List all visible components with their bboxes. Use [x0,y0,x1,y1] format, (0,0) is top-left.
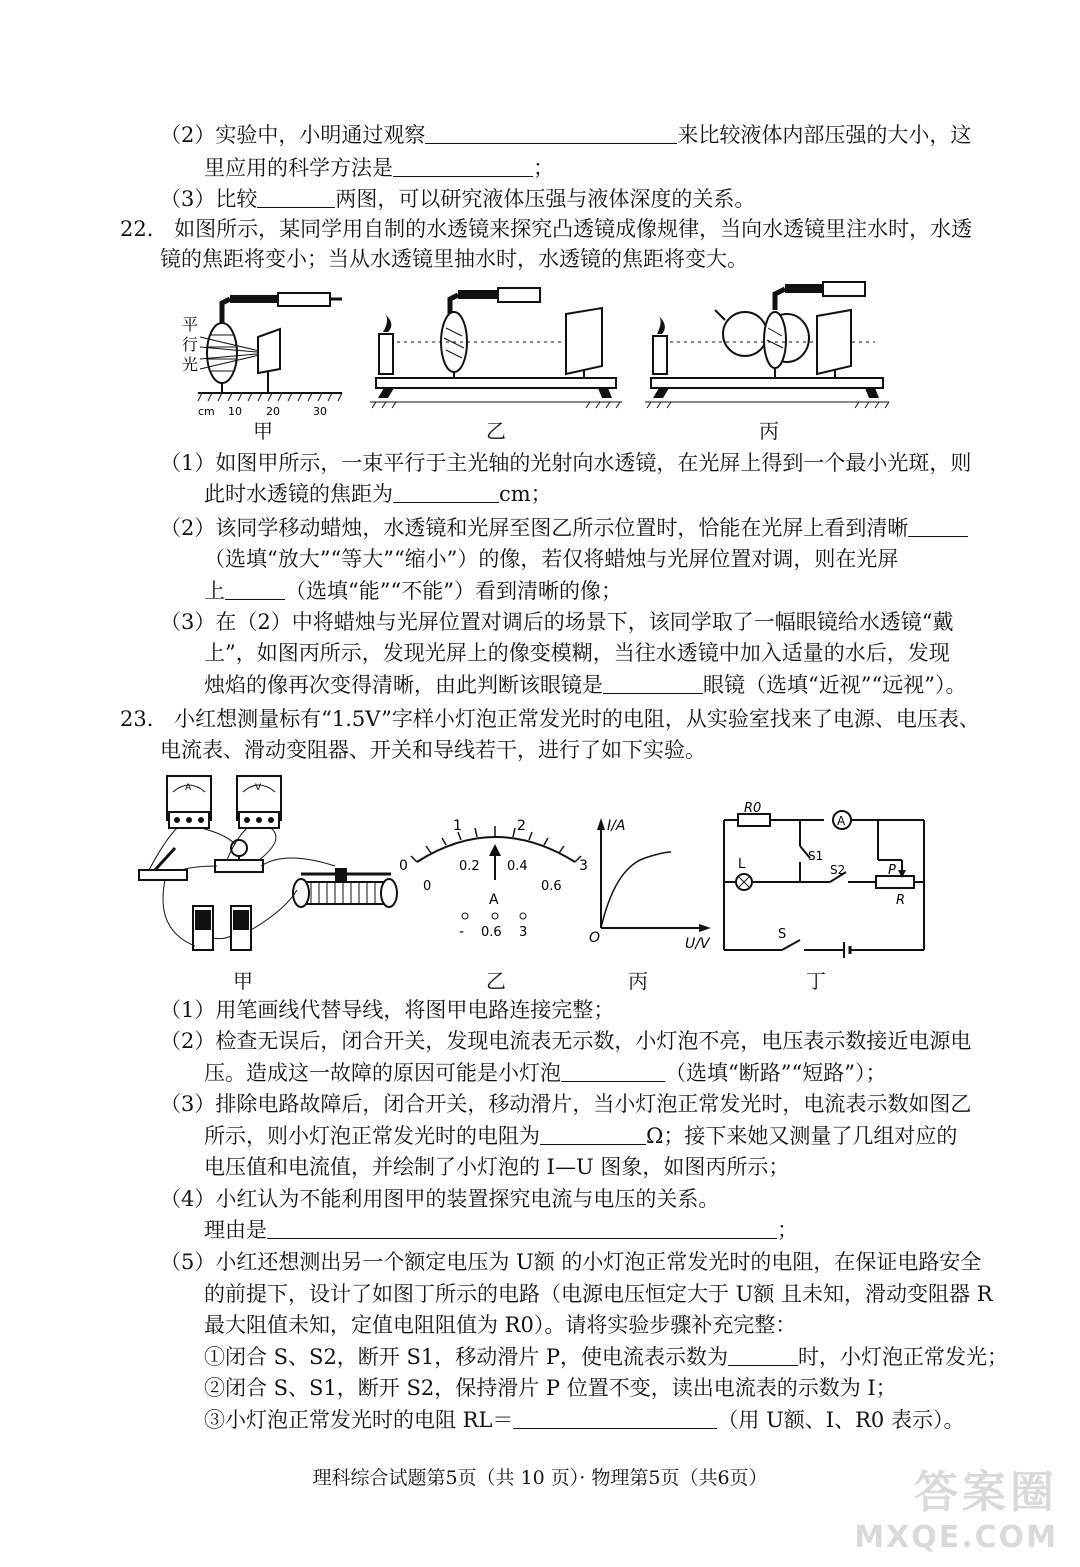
page-footer: 理科综合试题第5页（共 10 页）· 物理第5页（共6页） [312,1467,768,1489]
figure-caption: 丙 [628,969,648,993]
ruler-label: 30 [313,405,327,418]
figure-bing-iu-graph [585,808,725,958]
scale-label: 3 [579,858,588,874]
axis-origin: O [589,930,601,946]
q23-part5-line2: 的前提下，设计了如图丁所示的电路（电源电压恒定大于 U额 且未知，滑动变阻器 R [204,1282,993,1306]
figure-caption: 甲 [233,969,253,993]
q23-part4-line2: 理由是 ； [204,1218,798,1242]
scale-label: 0.4 [507,859,528,874]
scale-label: 0.6 [541,879,562,894]
side-label: 行 [182,335,199,354]
side-label: 光 [182,355,199,374]
figure-yi-optical-bench [370,280,630,410]
q21-part3: （3）比较 两图，可以研究液体压强与液体深度的关系。 [160,187,756,211]
answer-blank[interactable] [225,579,285,600]
answer-blank[interactable] [425,123,677,144]
circuit-label: P [888,863,896,878]
figure-caption: 丁 [806,969,826,993]
svg-text:A: A [185,783,192,793]
question-number: 23. [120,707,154,731]
answer-blank[interactable] [561,1061,665,1082]
answer-blank[interactable] [728,1345,798,1366]
q23-intro-line1: 23. 小红想测量标有“1.5V”字样小灯泡正常发光时的电阻，从实验室找来了电源、电压表、 [120,707,980,731]
figure-yi-ammeter-dial [395,812,605,962]
watermark-logo: 答案圈 MXQE.COM [854,1467,1058,1555]
side-label: 平 [182,315,199,334]
figure-caption: 乙 [486,969,506,993]
figure-caption: 丙 [759,419,779,443]
q23-part3-line1: （3）排除电路故障后，闭合开关，移动滑片，当小灯泡正常发光时，电流表示数如图乙 [160,1092,972,1116]
figure-jia-circuit-components [135,770,425,960]
circuit-label: L [738,857,746,872]
figure-jia-lens-focal [170,285,350,425]
svg-text:V: V [255,783,262,793]
circuit-label: R [896,893,906,908]
figure-caption: 乙 [486,419,506,443]
answer-blank[interactable] [908,516,968,537]
figure-bing-lens-with-glasses [645,280,895,410]
meter-unit: A [489,892,499,908]
answer-blank[interactable] [513,1408,717,1429]
q23-part3-line2: 所示，则小灯泡正常发光时的电阻为 Ω；接下来她又测量了几组对应的 [204,1124,958,1148]
q21-part2-line1: （2）实验中，小明通过观察 来比较液体内部压强的大小，这 [160,123,972,147]
scale-label: 2 [517,818,526,834]
axis-label: I/A [607,818,626,834]
circuit-label: S [778,927,787,942]
q22-intro-line1: 22. 如图所示，某同学用自制的水透镜来探究凸透镜成像规律，当向水透镜里注水时，水透 [120,217,973,241]
q23-step3: ③小灯泡正常发光时的电阻 RL＝ （用 U额、I、R0 表示）。 [204,1408,965,1432]
answer-blank[interactable] [267,1218,777,1239]
q22-part3-line2: 上”，如图丙所示，发现光屏上的像变模糊，当往水透镜中加入适量的水后，发现 [204,641,950,665]
q22-part2-line1: （2）该同学移动蜡烛，水透镜和光屏至图乙所示位置时，恰能在光屏上看到清晰 [160,515,968,541]
scale-label: 0 [399,858,408,874]
q22-part3-line3: 烛焰的像再次变得清晰，由此判断该眼镜是 眼镜（选填“近视”“远视”）。 [204,673,967,697]
q22-part1-line1: （1）如图甲所示，一束平行于主光轴的光射向水透镜，在光屏上得到一个最小光斑，则 [160,451,972,475]
q22-intro-line2: 镜的焦距将变小；当从水透镜里抽水时，水透镜的焦距将变大。 [160,247,748,271]
figure-ding-circuit-diagram [712,800,932,960]
q23-intro-line2: 电流表、滑动变阻器、开关和导线若干，进行了如下实验。 [160,738,706,762]
scale-label: 0 [423,879,432,894]
answer-blank[interactable] [257,187,335,208]
q23-part2-line2: 压。造成这一故障的原因可能是小灯泡 （选填“断路”“短路”）； [204,1061,887,1085]
circuit-label: S2 [830,863,846,877]
q23-step2: ②闭合 S、S1，断开 S2，保持滑片 P 位置不变，读出电流表的示数为 I； [204,1376,897,1400]
scale-label: 0.2 [459,859,480,874]
terminal-label: 0.6 [481,925,502,940]
q22-part2-line2: （选填“放大”“等大”“缩小”）的像，若仅将蜡烛与光屏位置对调，则在光屏 [204,547,899,571]
terminal-label: 3 [519,925,528,940]
ruler-label: 20 [266,405,280,418]
q23-part5-line3: 最大阻值未知，定值电阻阻值为 R0）。请将实验步骤补充完整： [204,1313,797,1337]
answer-blank[interactable] [393,482,499,503]
circuit-label: S1 [808,849,824,863]
question-number: 22. [120,217,154,241]
circuit-label: R0 [744,801,762,816]
figure-caption: 甲 [253,419,273,443]
q22-part1-line2: 此时水透镜的焦距为 cm； [204,482,552,506]
q22-part2-line3: 上 （选填“能”“不能”）看到清晰的像； [204,579,622,603]
q23-step1: ①闭合 S、S2，断开 S1，移动滑片 P，使电流表示数为 时，小灯泡正常发光； [204,1345,1009,1369]
q21-part2-line2: 里应用的科学方法是 ； [204,156,554,180]
q23-part2-line1: （2）检查无误后，闭合开关，发现电流表无示数，小灯泡不亮，电压表示数接近电源电 [160,1029,972,1053]
terminal-label: - [459,924,465,940]
q23-part5-line1: （5）小红还想测出另一个额定电压为 U额 的小灯泡正常发光时的电阻，在保证电路安全 [160,1250,982,1274]
answer-blank[interactable] [540,1124,646,1145]
ruler-label: 10 [228,405,242,418]
circuit-label: A [837,814,846,828]
q23-part1: （1）用笔画线代替导线，将图甲电路连接完整； [160,998,615,1022]
q23-part3-line3: 电压值和电流值，并绘制了小灯泡的 I—U 图象，如图丙所示； [204,1155,790,1179]
scale-label: 1 [453,818,462,834]
ruler-label: cm [198,405,215,418]
answer-blank[interactable] [603,673,703,694]
q22-part3-line1: （3）在（2）中将蜡烛与光屏位置对调后的场景下，该同学取了一幅眼镜给水透镜“戴 [160,610,954,634]
answer-blank[interactable] [393,156,533,177]
axis-label: U/V [685,936,710,952]
q23-part4-line1: （4）小红认为不能利用图甲的装置探究电流与电压的关系。 [160,1187,720,1211]
